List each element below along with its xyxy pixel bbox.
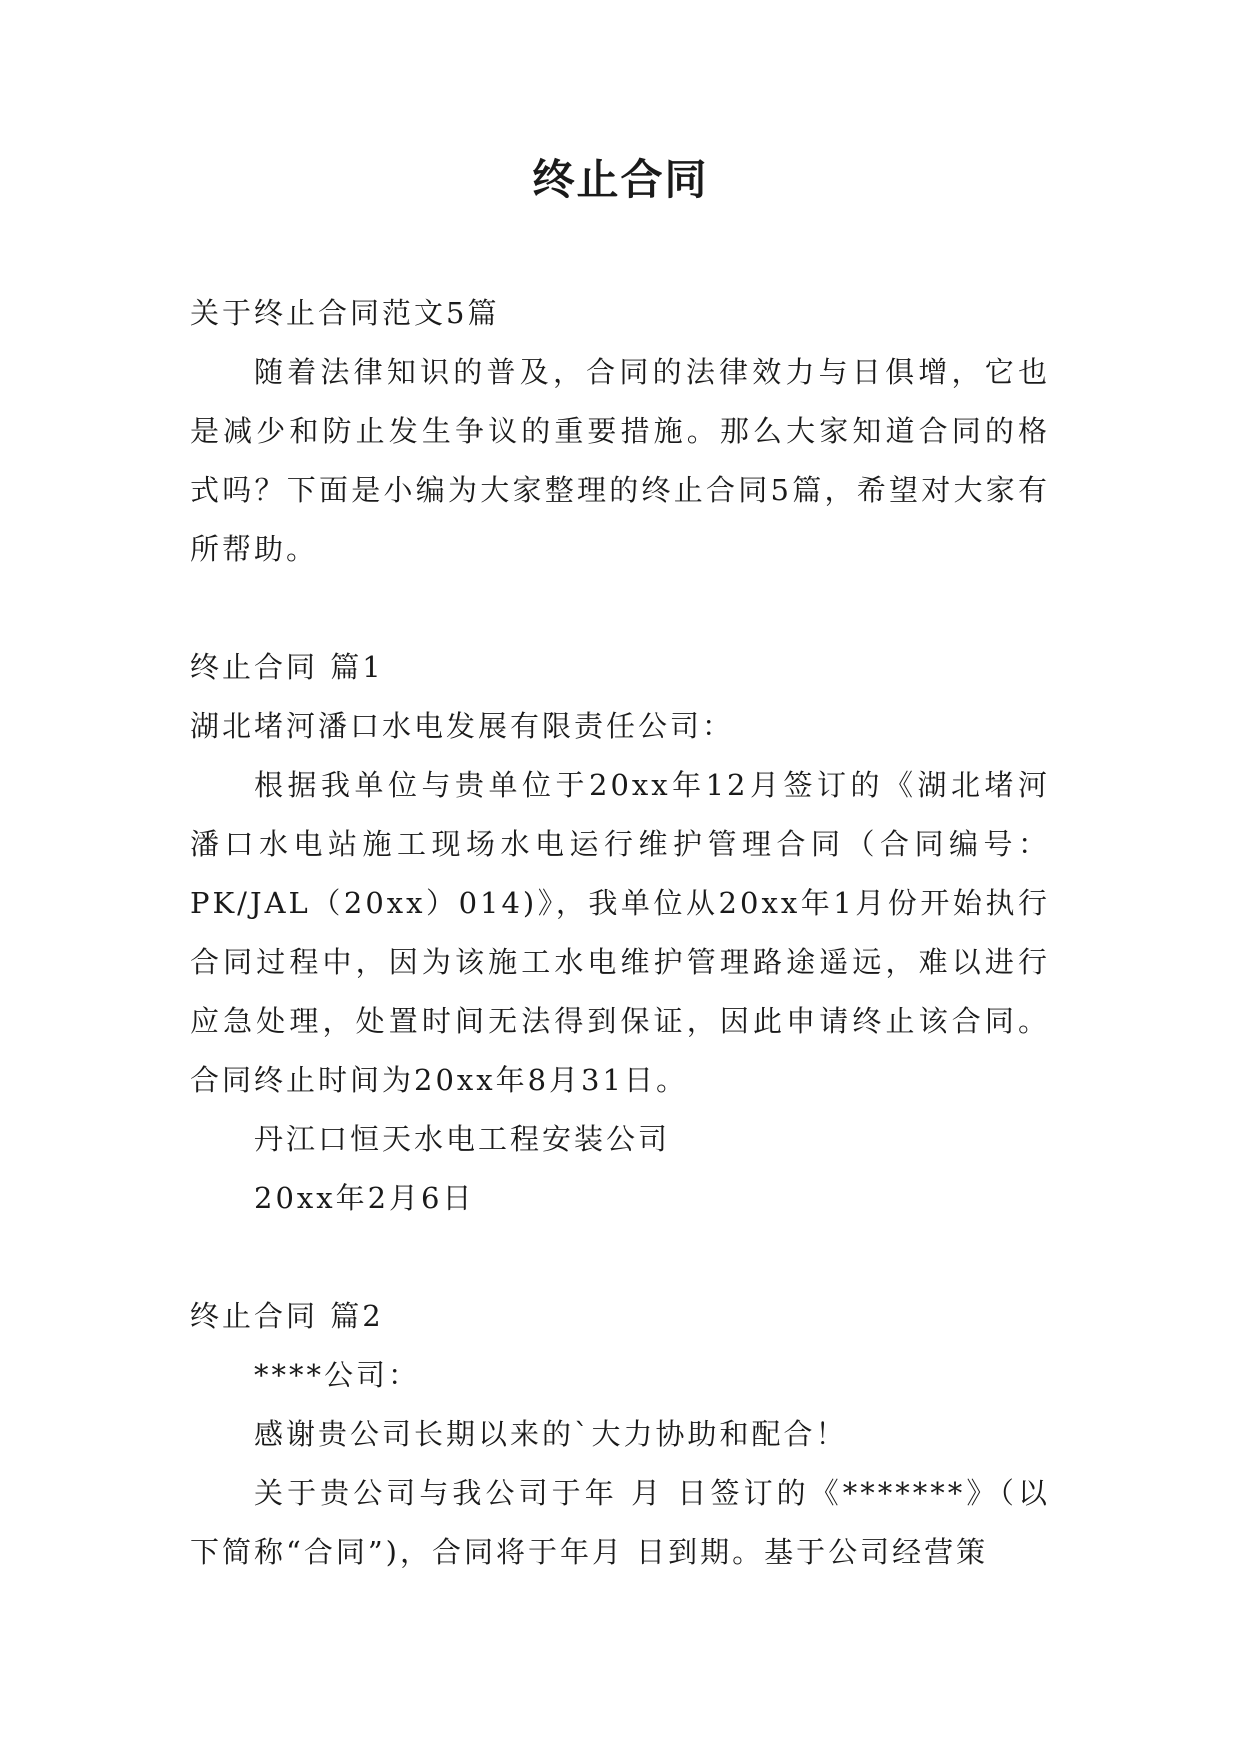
document-body <box>190 284 1050 1582</box>
section1-heading: 终止合同 篇1 <box>190 650 384 684</box>
section-spacer <box>190 1228 1050 1287</box>
section2-thanks: 感谢贵公司长期以来的`大力协助和配合！ <box>254 1417 848 1451</box>
section-spacer <box>190 579 1050 638</box>
section1-body: 根据我单位与贵单位于20xx年12月签订的《湖北堵河潘口水电站施工现场水电运行维护管理合同（合同编号：PK/JAL（20xx）014)》，我单位从20xx年1月份开始执行合同过程中，因为该施工水电维护管理路途遥远，难以进行应急处理，处置时间无法得到保证，因此申请终止该合同。合同终止时间为20xx年8月31日。 <box>190 768 1050 1097</box>
section1-addressee: 湖北堵河潘口水电发展有限责任公司： <box>190 709 735 743</box>
section2-addressee: ****公司： <box>254 1358 421 1392</box>
section1-signature: 丹江口恒天水电工程安装公司 <box>254 1122 671 1156</box>
intro-heading: 关于终止合同范文5篇 <box>190 296 500 330</box>
section2-heading: 终止合同 篇2 <box>190 1299 384 1333</box>
document-title: 终止合同 <box>532 155 709 204</box>
section2-body: 关于贵公司与我公司于年 月 日签订的《*******》（以下简称“合同”)，合同将于年月 日到期。基于公司经营策 <box>190 1476 1050 1569</box>
intro-paragraph: 随着法律知识的普及，合同的法律效力与日俱增，它也是减少和防止发生争议的重要措施。那么大家知道合同的格式吗？下面是小编为大家整理的终止合同5篇，希望对大家有所帮助。 <box>190 355 1050 566</box>
section1-date: 20xx年2月6日 <box>254 1181 475 1215</box>
